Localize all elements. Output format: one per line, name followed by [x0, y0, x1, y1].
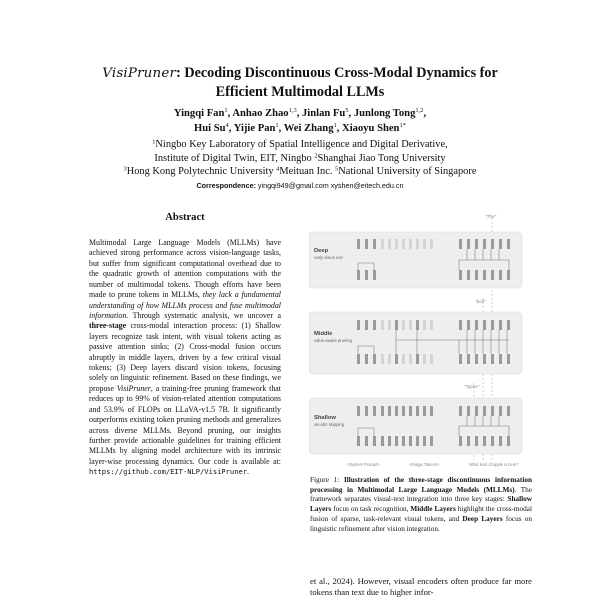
- caption-label: Figure 1:: [310, 476, 344, 484]
- stage-subtitle-middle: value-aware pruning: [314, 338, 352, 343]
- author-sep: ,: [348, 108, 354, 119]
- aff-text: Meituan Inc.: [279, 166, 336, 178]
- author-name: Xiaoyu Shen: [342, 123, 400, 134]
- caption-bold: Illustration of the three-stage discontinuous information processing in Multimodal Large Language Models (MLLMs): [310, 476, 532, 494]
- author-sup: 1*: [399, 122, 406, 129]
- caption-bold: Deep Layers: [462, 514, 503, 523]
- middle-panel: [309, 312, 522, 374]
- author-sup: 4: [225, 122, 229, 129]
- caption-text: focus on task recognition,: [331, 505, 411, 514]
- affiliation-line-2: [0, 152, 600, 166]
- input-label-image: <Image Tokens>: [409, 462, 440, 467]
- stage-subtitle-deep: early vision exit: [314, 255, 343, 260]
- author-name: Anhao Zhao: [232, 108, 289, 119]
- caption-text: highlight the cross-modal fusion of sparse, task-relevant visual tokens, and: [310, 505, 533, 523]
- aff-text: National University of Singapore: [338, 166, 477, 178]
- affiliation-line-3: [0, 165, 600, 179]
- correspondence-label: Correspondence:: [196, 181, 256, 190]
- figure-1-diagram: [309, 208, 530, 470]
- abstract-italic: VisiPruner: [116, 383, 151, 393]
- paper-title: [0, 64, 600, 101]
- stage-name-shallow: Shallow: [314, 415, 336, 421]
- caption-bold: Shallow Layers: [310, 495, 532, 514]
- token-label-low: "Types": [464, 384, 480, 389]
- author-name: Wei Zhang: [283, 123, 334, 134]
- token-label-mid: "ball": [475, 299, 486, 304]
- abstract-heading: Abstract: [165, 212, 205, 223]
- author-name: Junlong Tong: [353, 108, 416, 119]
- correspondence-emails: yingqi949@gmail.com xyshen@eitech.edu.cn: [257, 181, 404, 190]
- title-line-1: [0, 64, 600, 83]
- title-line1-rest: : Decoding Discontinuous Cross-Modal Dynamics for: [176, 65, 498, 81]
- author-name: Hui Su: [194, 123, 226, 134]
- abstract-text: , a training-free pruning framework that reduces up to 99% of vision-related attention computations and 53.9% of FLOPs on LLaVA-v1.5 7B. It significantly outperforms existing token pruning methods and generalizes across diverse MLLMs. Beyond pruning, our insights further provide actionable guidelines for training efficient MLLMs by aligning model architecture with its intrinsic layer-wise processing dynamics. Our code is available at:: [89, 383, 281, 466]
- abstract-body: [89, 238, 281, 478]
- input-label-question: What kind of apple is here?: [469, 462, 519, 467]
- body-text: et al., 2024). However, visual encoders often produce far more tokens than text due to higher infor-: [310, 576, 532, 598]
- figure-1: [309, 208, 530, 470]
- author-sup: 1: [333, 122, 337, 129]
- author-name: Jinlan Fu: [302, 108, 346, 119]
- author-sep: ,: [227, 108, 233, 119]
- author-name: Yijie Pan: [233, 123, 276, 134]
- abstract-text: Through systematic analysis, we uncover a: [128, 310, 281, 320]
- author-sep: ,: [423, 108, 427, 119]
- abstract-italic: they lack a fundamental understanding of how MLLMs process and fuse multimodal information.: [89, 290, 281, 320]
- abstract-text: cross-modal interaction process: (1) Shallow layers recognize task intent, with visual tokens acting as passive attention sinks; (2) Cross-modal fusion occurs abruptly in middle layers, driven by a few critical visual tokens; (3) Deep layers discard vision tokens, focusing solely on linguistic refinement. Based on these findings, we propose: [89, 321, 281, 393]
- abstract-text: Multimodal Large Language Models (MLLMs) have achieved strong performance across vision-language tasks, but suffer from significant computational overhead due to the quadratic growth of attention computations with the number of multimodal tokens. Though efforts have been made to prune tokens in MLLMs,: [89, 238, 281, 300]
- aff-sup: 1: [152, 138, 156, 146]
- author-line-1: [0, 106, 600, 121]
- author-sup: 1: [224, 107, 228, 114]
- author-sep: ,: [296, 108, 302, 119]
- author-sup: 5: [345, 107, 349, 114]
- abstract-bold: three-stage: [89, 321, 127, 331]
- aff-text: Shanghai Jiao Tong University: [317, 152, 446, 164]
- affiliation-line-1: [0, 138, 600, 152]
- author-sup: 1,3: [288, 107, 297, 114]
- author-name: Yingqi Fan: [173, 108, 225, 119]
- system-name: VisiPruner: [102, 66, 177, 81]
- title-line-2: Efficient Multimodal LLMs: [215, 84, 385, 100]
- author-list: [0, 106, 600, 136]
- figure-caption: [310, 476, 532, 534]
- code-link[interactable]: https://github.com/EIT-NLP/VisiPruner: [89, 467, 248, 477]
- author-sup: 1: [275, 122, 279, 129]
- caption-text: . The framework separates visual-text integration into three key stages:: [310, 485, 532, 504]
- aff-text: Hong Kong Polytechnic University: [126, 166, 277, 178]
- aff-text: Institute of Digital Twin, EIT, Ningbo: [154, 152, 315, 164]
- stage-name-middle: Middle: [314, 331, 333, 337]
- aff-sup: 5: [335, 165, 339, 173]
- aff-text: Ningbo Key Laboratory of Spatial Intelligence and Digital Derivative,: [155, 139, 448, 150]
- aff-sup: 3: [123, 165, 127, 173]
- author-sup: 1,2: [415, 107, 424, 114]
- stage-subtitle-shallow: vis-attn skipping: [314, 422, 345, 427]
- abstract-text: .: [247, 467, 250, 477]
- caption-text: focus on linguistic refinement after vision integration.: [310, 514, 533, 533]
- author-sep: ,: [228, 123, 234, 134]
- correspondence: [0, 181, 600, 191]
- author-sep: ,: [336, 123, 343, 134]
- aff-sup: 2: [314, 152, 318, 160]
- affiliations: [0, 138, 600, 179]
- caption-bold: Middle Layers: [410, 505, 456, 514]
- input-label-system: <System Prompt>: [347, 462, 380, 467]
- aff-sup: 4: [276, 165, 280, 173]
- token-label-top: "The": [485, 214, 497, 219]
- author-sep: ,: [278, 123, 284, 134]
- stage-name-deep: Deep: [314, 248, 329, 254]
- author-line-2: [0, 121, 600, 136]
